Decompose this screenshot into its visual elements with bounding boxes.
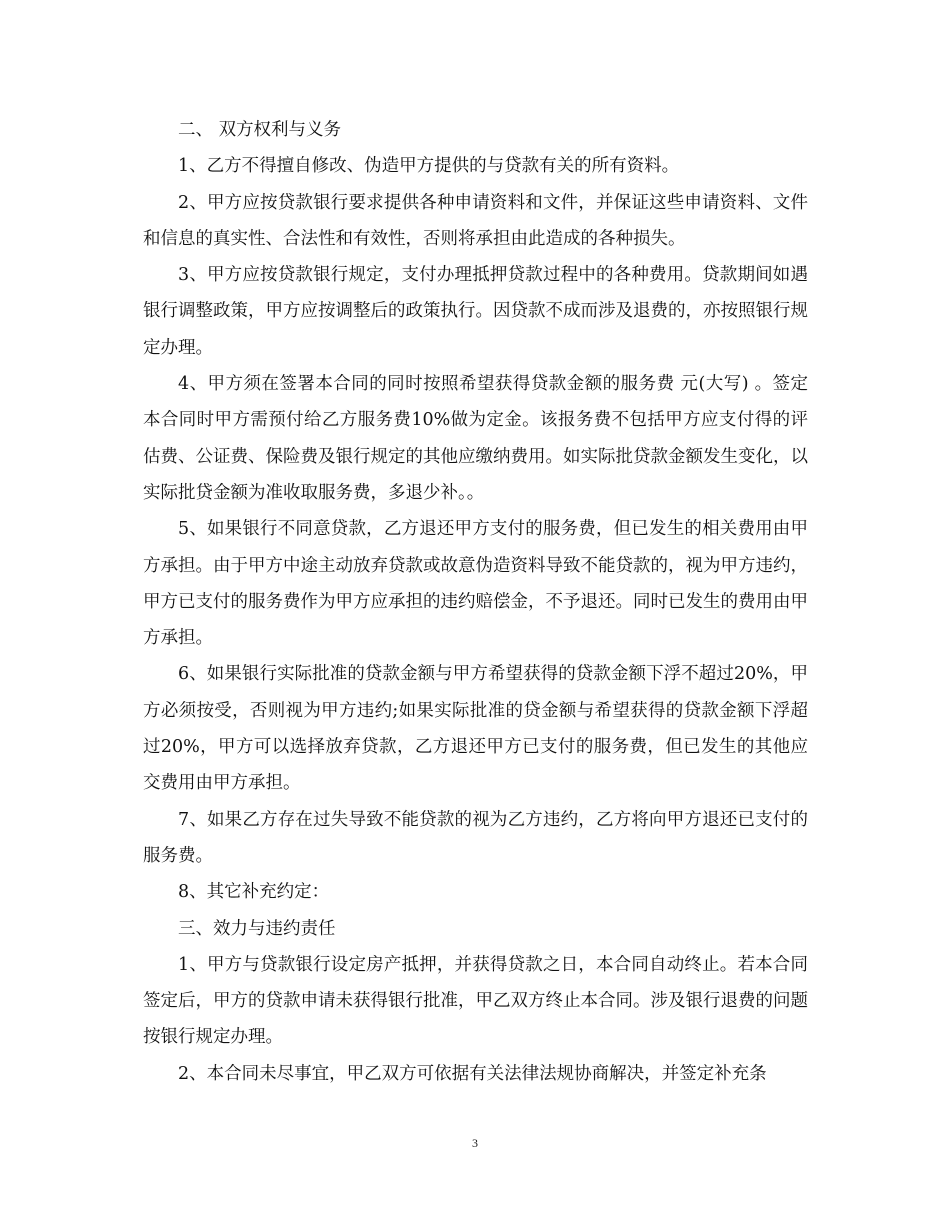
clause-3-1: 1、甲方与贷款银行设定房产抵押，并获得贷款之日，本合同自动终止。若本合同签定后，甲方的贷款申请未获得银行批准，甲乙双方终止本合同。涉及银行退费的问题按银行规定办理。 <box>143 954 808 1048</box>
clause-2-7: 7、如果乙方存在过失导致不能贷款的视为乙方违约，乙方将向甲方退还已支付的服务费。 <box>143 809 808 866</box>
clause-2-4: 4、甲方须在签署本合同的同时按照希望获得贷款金额的服务费 元(大写) 。签定本合同时甲方需预付给乙方服务费10%做为定金。该报务费不包括甲方应支付得的评估费、公证费、保险费及银行规定的其他应缴纳费用。如实际批贷款金额发生变化，以实际批贷金额为准收取服务费，多退少补。。 <box>143 374 808 503</box>
document-body <box>143 112 808 1092</box>
clause-2-1: 1、乙方不得擅自修改、伪造甲方提供的与贷款有关的所有资料。 <box>178 156 680 177</box>
clause-2-3: 3、甲方应按贷款银行规定，支付办理抵押贷款过程中的各种费用。贷款期间如遇银行调整政策，甲方应按调整后的政策执行。因贷款不成而涉及退费的，亦按照银行规定办理。 <box>143 265 808 358</box>
clause-2-2: 2、甲方应按贷款银行要求提供各种申请资料和文件，并保证这些申请资料、文件和信息的真实性、合法性和有效性，否则将承担由此造成的各种损失。 <box>143 192 808 249</box>
section-heading-rights-obligations: 二、 双方权利与义务 <box>178 120 342 140</box>
clause-3-2: 2、本合同未尽事宜，甲乙双方可依据有关法律法规协商解决，并签定补充条 <box>178 1063 767 1084</box>
section-heading-effect-liability: 三、效力与违约责任 <box>178 918 336 939</box>
clause-2-6: 6、如果银行实际批准的贷款金额与甲方希望获得的贷款金额下浮不超过20%，甲方必须按受，否则视为甲方违约;如果实际批准的贷金额与希望获得的贷款金额下浮超过20%，甲方可以选择放弃贷款，乙方退还甲方已支付的服务费，但已发生的其他应交费用由甲方承担。 <box>143 664 808 794</box>
page-number: 3 <box>472 1136 478 1150</box>
clause-2-5: 5、如果银行不同意贷款，乙方退还甲方支付的服务费，但已发生的相关费用由甲方承担。由于甲方中途主动放弃贷款或故意伪造资料导致不能贷款的，视为甲方违约，甲方已支付的服务费作为甲方应承担的违约赔偿金，不予退还。同时已发生的费用由甲方承担。 <box>143 519 808 649</box>
clause-2-8: 8、其它补充约定： <box>178 882 330 903</box>
